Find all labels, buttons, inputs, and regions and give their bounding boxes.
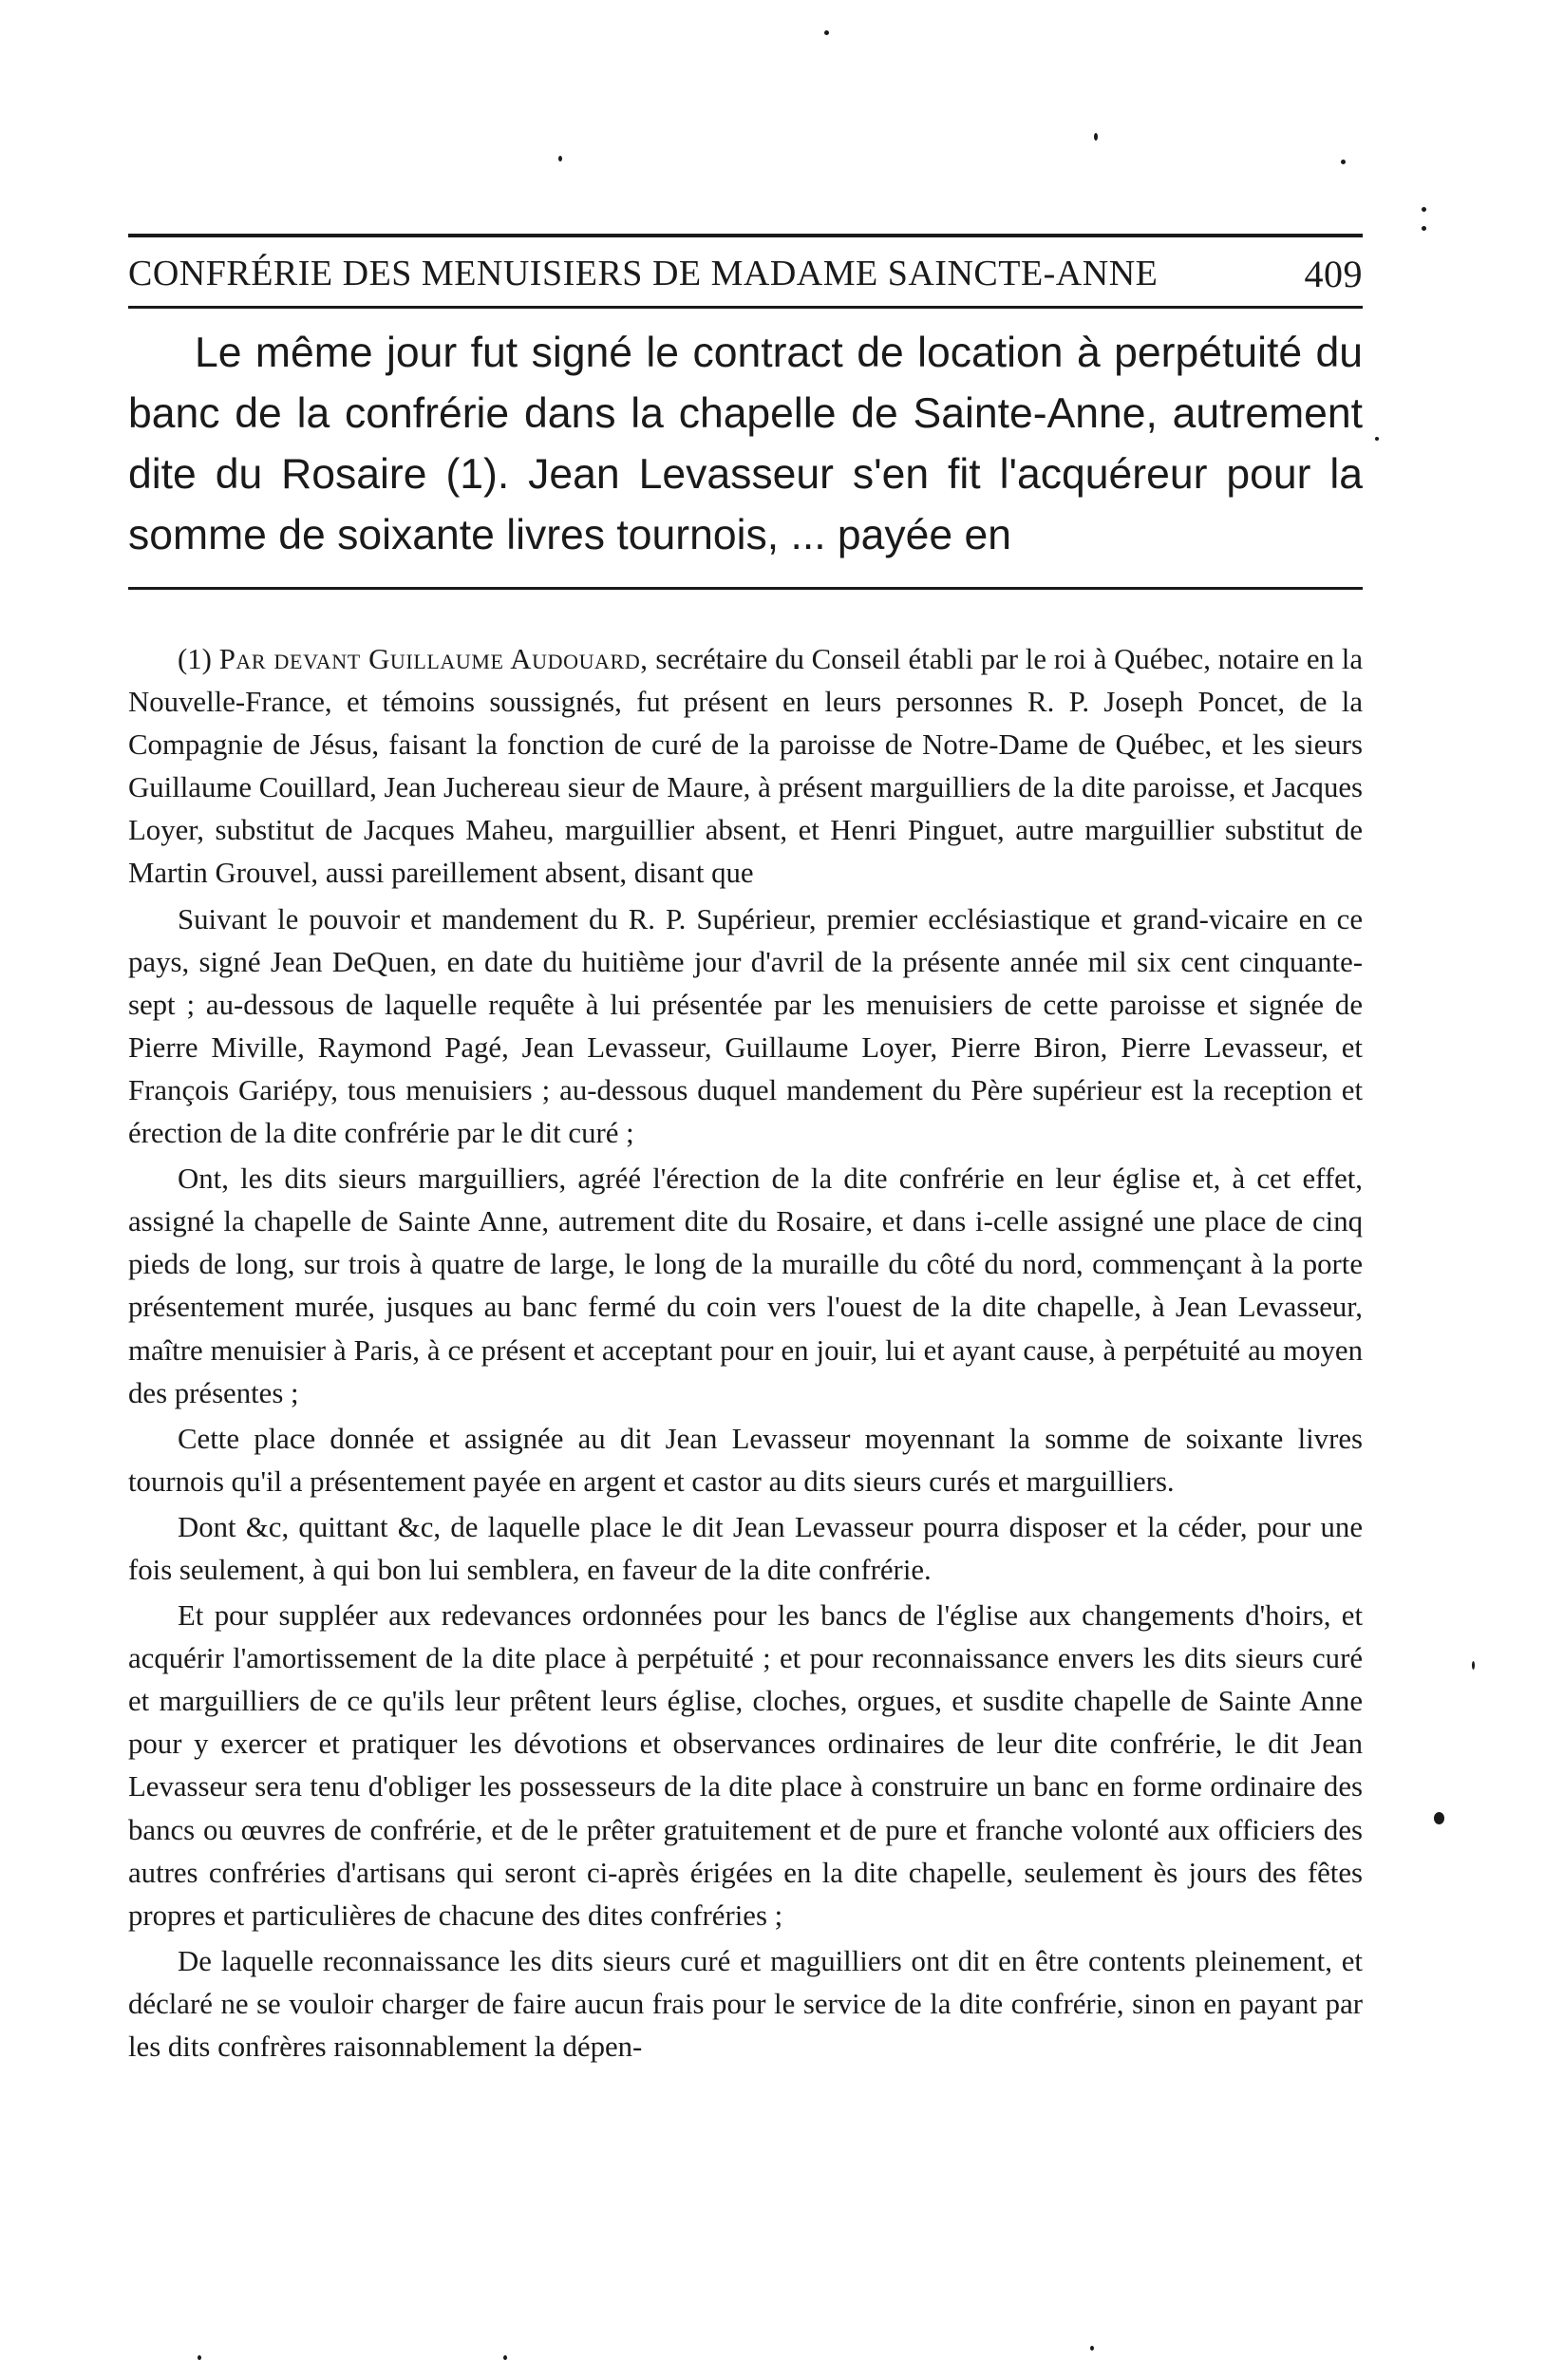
footnote-marker: (1) xyxy=(178,643,212,675)
scan-speck xyxy=(1090,2346,1094,2351)
scan-speck xyxy=(1472,1661,1475,1670)
scan-speck xyxy=(1094,133,1098,141)
footnote-block xyxy=(128,638,1363,2071)
scan-speck xyxy=(1422,226,1426,231)
header-rule-bottom xyxy=(128,306,1363,309)
scan-speck xyxy=(824,30,829,35)
footnote-paragraph-1 xyxy=(128,638,1363,896)
scan-speck xyxy=(198,2355,201,2360)
main-paragraph: Le même jour fut signé le contract de location à perpétuité du banc de la confrérie dans la chapelle de Sainte-Anne, autrement dite du Rosaire (1). Jean Levasseur s'en fit l'acquéreur pour la somme de soixante livres tournois, ... payée en xyxy=(128,330,1363,558)
running-head xyxy=(128,245,1363,302)
footnote-paragraph-3: Ont, les dits sieurs marguilliers, agréé l'érection de la dite confrérie en leur église et, à cet effet, assigné la chapelle de Sainte Anne, autrement dite du Rosaire, et dans i-celle assigné une place de cinq pieds de long, sur trois à quatre de large, le long de la muraille du côté du nord, commençant à la porte présentement murée, jusques au banc fermé du coin vers l'ouest de la dite chapelle, à Jean Levasseur, maître menuisier à Paris, à ce présent et acceptant pour en jouir, lui et ayant cause, à perpétuité au moyen des présentes ; xyxy=(128,1162,1363,1409)
footnote-lead: Par devant Guillaume Audouard, xyxy=(218,643,649,675)
footnote-paragraph-6: Et pour suppléer aux redevances ordonnées pour les bancs de l'église aux changements d'hoirs, et acquérir l'amortissement de la dite place à perpétuité ; et pour reconnaissance envers les dits sieurs curé et marguilliers de ce qu'ils leur prêtent leurs église, cloches, orgues, et susdite chapelle de Sainte Anne pour y exercer et pratiquer les dévotions et observances ordinaires de leur dite confrérie, le dit Jean Levasseur sera tenu d'obliger les possesseurs de la dite place à construire un banc en forme ordinaire des bancs ou œuvres de confrérie, et de le prêter gratuitement et de pure et franche volonté aux officiers des autres confréries d'artisans qui seront ci-après érigées en la dite chapelle, seulement ès jours des fêtes propres et particulières de chacune des dites confréries ; xyxy=(128,1599,1363,1932)
scan-speck xyxy=(558,156,562,161)
scan-speck xyxy=(503,2355,507,2360)
scan-speck xyxy=(1422,207,1426,212)
footnote-paragraph-4: Cette place donnée et assignée au dit Jean Levasseur moyennant la somme de soixante livres tournois qu'il a présentement payée en argent et castor au dits sieurs curés et marguilliers. xyxy=(128,1422,1363,1498)
page-number: 409 xyxy=(1304,252,1363,295)
footnote-separator xyxy=(128,587,1363,590)
scan-speck xyxy=(1341,160,1346,164)
footnote-paragraph-1-text: secrétaire du Conseil établi par le roi à Québec, notaire en la Nouvelle-France, et témoins soussignés, fut présent en leurs personnes R. P. Joseph Poncet, de la Compagnie de Jésus, faisant la fonction de curé de la paroisse de Notre-Dame de Québec, et les sieurs Guillaume Couillard, Jean Juchereau sieur de Maure, à présent marguilliers de la dite paroisse, et Jacques Loyer, substitut de Jacques Maheu, marguillier absent, et Henri Pinguet, autre marguillier substitut de Martin Grouvel, aussi pareillement absent, disant que xyxy=(128,643,1363,890)
footnote-paragraph-5: Dont &c, quittant &c, de laquelle place le dit Jean Levasseur pourra disposer et la céder, pour une fois seulement, à qui bon lui semblera, en faveur de la dite confrérie. xyxy=(128,1510,1363,1586)
footnote-paragraph-7: De laquelle reconnaissance les dits sieurs curé et maguilliers ont dit en être contents pleinement, et déclaré ne se vouloir charger de faire aucun frais pour le service de la dite confrérie, sinon en payant par les dits confrères raisonnablement la dépen- xyxy=(128,1944,1363,2063)
header-rule-top xyxy=(128,234,1363,237)
running-title: CONFRÉRIE DES MENUISIERS DE MADAME SAINCTE-ANNE xyxy=(128,254,1159,293)
scan-speck xyxy=(1375,437,1379,441)
scan-speck xyxy=(1434,1812,1444,1824)
footnote-paragraph-2: Suivant le pouvoir et mandement du R. P. Supérieur, premier ecclésiastique et grand-vicaire en ce pays, signé Jean DeQuen, en date du huitième jour d'avril de la présente année mil six cent cinquante-sept ; au-dessous de laquelle requête à lui présentée par les menuisiers de cette paroisse et signée de Pierre Miville, Raymond Pagé, Jean Levasseur, Guillaume Loyer, Pierre Biron, Pierre Levasseur, et François Gariépy, tous menuisiers ; au-dessous duquel mandement du Père supérieur est la reception et érection de la dite confrérie par le dit curé ; xyxy=(128,902,1363,1150)
